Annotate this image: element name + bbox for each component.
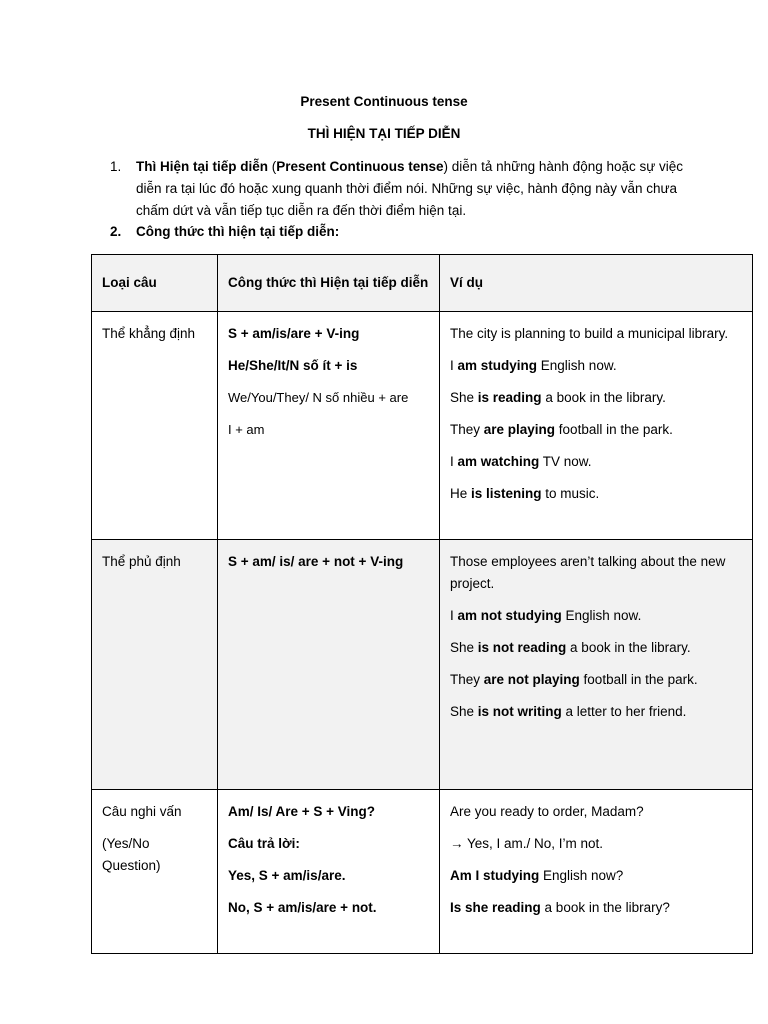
- example-text: a letter to her friend.: [561, 704, 687, 719]
- example-text: I: [450, 358, 458, 373]
- cell-type-affirmative: [92, 312, 218, 540]
- type-label: Thể phủ định: [102, 554, 181, 569]
- definition-term-en: Present Continuous tense: [276, 159, 444, 174]
- formula-line: Câu trả lời:: [228, 836, 300, 851]
- example-text: a book in the library?: [540, 900, 670, 915]
- formula-line: S + am/is/are + V-ing: [228, 326, 360, 341]
- example-line: [450, 701, 742, 723]
- document-title: Present Continuous tense: [300, 94, 468, 109]
- definition-text: ) diễn tả những hành động hoặc sự việc diễn ra tại lúc đó hoặc xung quanh thời điểm nói. Những sự việc, hành động này vẫn chưa chấm dứt và vẫn tiếp tục diễn ra đến thời điểm hiện tại.: [136, 159, 684, 218]
- example-text: She: [450, 390, 478, 405]
- example-text: TV now.: [539, 454, 592, 469]
- example-text: They: [450, 672, 484, 687]
- example-line: [450, 865, 742, 887]
- example-verb: Is she reading: [450, 900, 541, 915]
- example-verb: is not writing: [477, 704, 562, 719]
- formula-line: I + am: [228, 422, 265, 437]
- example-text: a book in the library.: [566, 640, 691, 655]
- cell-type-negative: [92, 540, 218, 790]
- type-sublabel: (Yes/No Question): [102, 836, 161, 873]
- formula-line: No, S + am/is/are + not.: [228, 900, 377, 915]
- example-verb: are playing: [483, 422, 556, 437]
- example-text: English now?: [539, 868, 624, 883]
- cell-example-affirmative: [440, 312, 753, 540]
- example-verb: is not reading: [477, 640, 567, 655]
- example-text: English now.: [561, 608, 642, 623]
- table-row-question: [92, 790, 753, 954]
- example-line: [450, 355, 742, 377]
- formula-line: He/She/It/N số ít + is: [228, 358, 358, 373]
- grammar-table: [91, 254, 753, 954]
- cell-formula-affirmative: [218, 312, 440, 540]
- definition-paren: (: [268, 159, 277, 174]
- example-line: Are you ready to order, Madam?: [450, 804, 644, 819]
- example-text: I: [450, 454, 458, 469]
- example-line: [450, 669, 742, 691]
- example-line: [450, 419, 742, 441]
- cell-type-question: [92, 790, 218, 954]
- table-row-negative: [92, 540, 753, 790]
- formula-line: Am/ Is/ Are + S + Ving?: [228, 804, 376, 819]
- example-line: → Yes, I am./ No, I’m not.: [450, 836, 604, 851]
- example-line: Those employees aren’t talking about the new project.: [450, 554, 726, 591]
- cell-formula-negative: [218, 540, 440, 790]
- example-line: [450, 451, 742, 473]
- cell-example-negative: [440, 540, 753, 790]
- list-item-formula-heading: Công thức thì hiện tại tiếp diễn:: [136, 224, 340, 239]
- example-text: She: [450, 704, 478, 719]
- example-verb: am watching: [457, 454, 540, 469]
- header-cell-type: Loại câu: [92, 255, 218, 312]
- table-header-row: [92, 255, 753, 312]
- example-text: I: [450, 608, 458, 623]
- header-cell-formula: Công thức thì Hiện tại tiếp diễn: [218, 255, 440, 312]
- example-verb: is listening: [471, 486, 542, 501]
- example-text: to music.: [541, 486, 600, 501]
- example-verb: are not playing: [483, 672, 580, 687]
- example-verb: am not studying: [457, 608, 562, 623]
- example-text: a book in the library.: [541, 390, 666, 405]
- example-line: [450, 637, 742, 659]
- example-text: football in the park.: [579, 672, 698, 687]
- formula-line: S + am/ is/ are + not + V-ing: [228, 554, 404, 569]
- formula-line: Yes, S + am/is/are.: [228, 868, 346, 883]
- cell-formula-question: [218, 790, 440, 954]
- example-verb: am studying: [457, 358, 538, 373]
- example-line: [450, 605, 742, 627]
- example-line: [450, 387, 742, 409]
- list-number-1: 1.: [110, 159, 122, 174]
- example-text: He: [450, 486, 472, 501]
- example-line: The city is planning to build a municipal library.: [450, 326, 729, 341]
- example-verb: is reading: [477, 390, 542, 405]
- type-label: Câu nghi vấn: [102, 804, 182, 819]
- cell-example-question: [440, 790, 753, 954]
- example-line: [450, 897, 742, 919]
- example-verb: Am I studying: [450, 868, 540, 883]
- table-row-affirmative: [92, 312, 753, 540]
- document-subtitle: THÌ HIỆN TẠI TIẾP DIỄN: [307, 126, 461, 141]
- list-item-definition: [136, 156, 696, 222]
- list-number-2: 2.: [110, 224, 122, 239]
- example-text: She: [450, 640, 478, 655]
- example-line: [450, 483, 742, 505]
- header-cell-example: Ví dụ: [440, 255, 753, 312]
- example-text: English now.: [537, 358, 617, 373]
- type-label: Thể khẳng định: [102, 326, 196, 341]
- example-text: football in the park.: [555, 422, 673, 437]
- definition-term-vi: Thì Hiện tại tiếp diễn: [136, 159, 269, 174]
- example-text: They: [450, 422, 484, 437]
- formula-line: We/You/They/ N số nhiều + are: [228, 390, 409, 405]
